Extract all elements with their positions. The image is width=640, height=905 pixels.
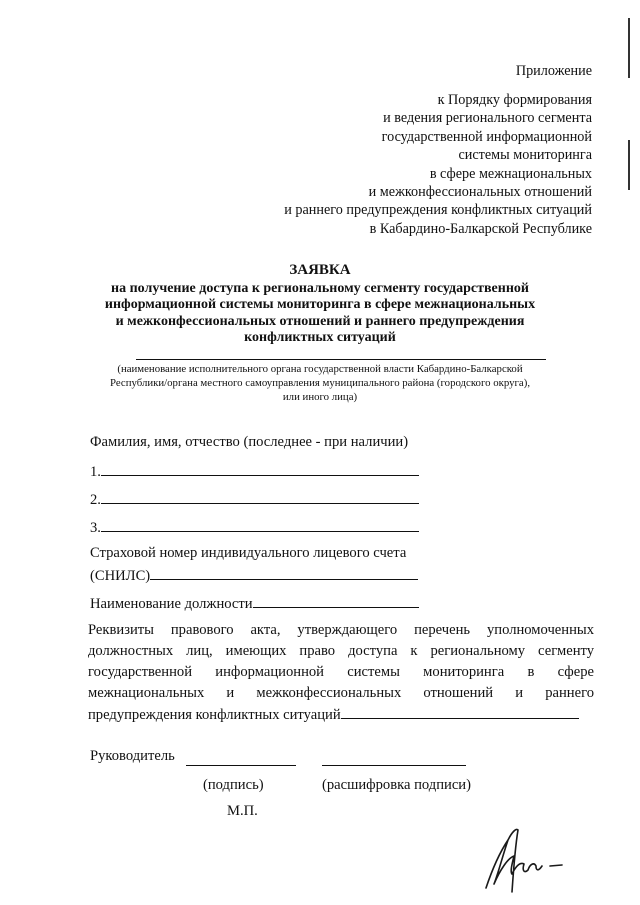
fio-row-number: 1.: [90, 464, 101, 480]
head-row: [90, 748, 175, 765]
appendix-line: и ведения регионального сегмента: [383, 110, 592, 127]
document-subtitle: [40, 281, 600, 346]
appendix-heading: Приложение: [515, 63, 592, 79]
position-input-line[interactable]: [253, 593, 419, 608]
appendix-line: и межконфессиональных отношений: [368, 184, 592, 201]
subtitle-line: и межконфессиональных отношений и раннего предупреждения: [115, 313, 525, 329]
document-title: ЗАЯВКА: [289, 262, 351, 278]
subtitle-line: информационной системы мониторинга в сфере межнациональных: [104, 297, 536, 313]
hint-line: или иного лица): [282, 391, 358, 403]
signature-line[interactable]: [186, 765, 296, 766]
signature-decode-line[interactable]: [322, 765, 466, 766]
hint-line: Республики/органа местного самоуправления муниципального района (городского округа),: [109, 377, 531, 389]
snils-row: [90, 565, 418, 585]
fio-row-1: [90, 461, 419, 481]
fio-row-2: [90, 489, 419, 509]
fio-row-3: [90, 517, 419, 537]
fio-input-line-3[interactable]: [101, 517, 419, 532]
position-label: Наименование должности: [90, 596, 253, 612]
appendix-line: в Кабардино-Балкарской Республике: [369, 220, 592, 237]
requisites-line: Реквизиты правового акта, утверждающего перечень уполномоченных: [88, 622, 594, 638]
scan-edge-mark: [628, 18, 630, 78]
requisites-line: межнациональных и межконфессиональных отношений и раннего: [88, 685, 594, 701]
handwritten-signature-icon: [478, 822, 588, 897]
stamp-place: М.П.: [227, 803, 258, 819]
organization-hint: [60, 362, 580, 404]
requisites-input-line[interactable]: [341, 704, 579, 719]
head-label: Руководитель: [90, 748, 175, 764]
signature-decode-caption: (расшифровка подписи): [322, 777, 471, 793]
requisites-line: должностных лиц, имеющих право доступа к региональному сегменту: [88, 643, 594, 659]
appendix-line: государственной информационной: [381, 128, 592, 145]
scan-edge-mark: [628, 140, 630, 190]
requisites-line: предупреждения конфликтных ситуаций: [88, 707, 341, 723]
requisites-line: государственной информационной системы мониторинга в сфере: [88, 664, 594, 680]
appendix-line: в сфере межнациональных: [429, 165, 592, 182]
snils-label-short: (СНИЛС): [90, 568, 151, 584]
snils-label: Страховой номер индивидуального лицевого счета: [90, 545, 407, 561]
fio-row-number: 3.: [90, 520, 101, 536]
subtitle-line: на получение доступа к региональному сегменту государственной: [111, 281, 529, 296]
fio-input-line-1[interactable]: [101, 461, 419, 476]
signature-caption: (подпись): [203, 777, 264, 793]
requisites-last-line: [88, 704, 594, 726]
appendix-block: [284, 91, 592, 238]
hint-line: (наименование исполнительного органа государственной власти Кабардино-Балкарской: [117, 363, 523, 375]
snils-input-line[interactable]: [150, 565, 418, 580]
organization-name-line[interactable]: [136, 359, 546, 360]
appendix-line: и раннего предупреждения конфликтных ситуаций: [284, 202, 592, 219]
subtitle-line: конфликтных ситуаций: [244, 329, 396, 345]
requisites-paragraph: [88, 620, 594, 726]
fio-input-line-2[interactable]: [101, 489, 419, 504]
fio-label: Фамилия, имя, отчество (последнее - при наличии): [90, 434, 409, 450]
appendix-line: к Порядку формирования: [437, 92, 592, 108]
appendix-line: системы мониторинга: [458, 147, 592, 164]
position-row: [90, 593, 419, 613]
fio-row-number: 2.: [90, 492, 101, 508]
